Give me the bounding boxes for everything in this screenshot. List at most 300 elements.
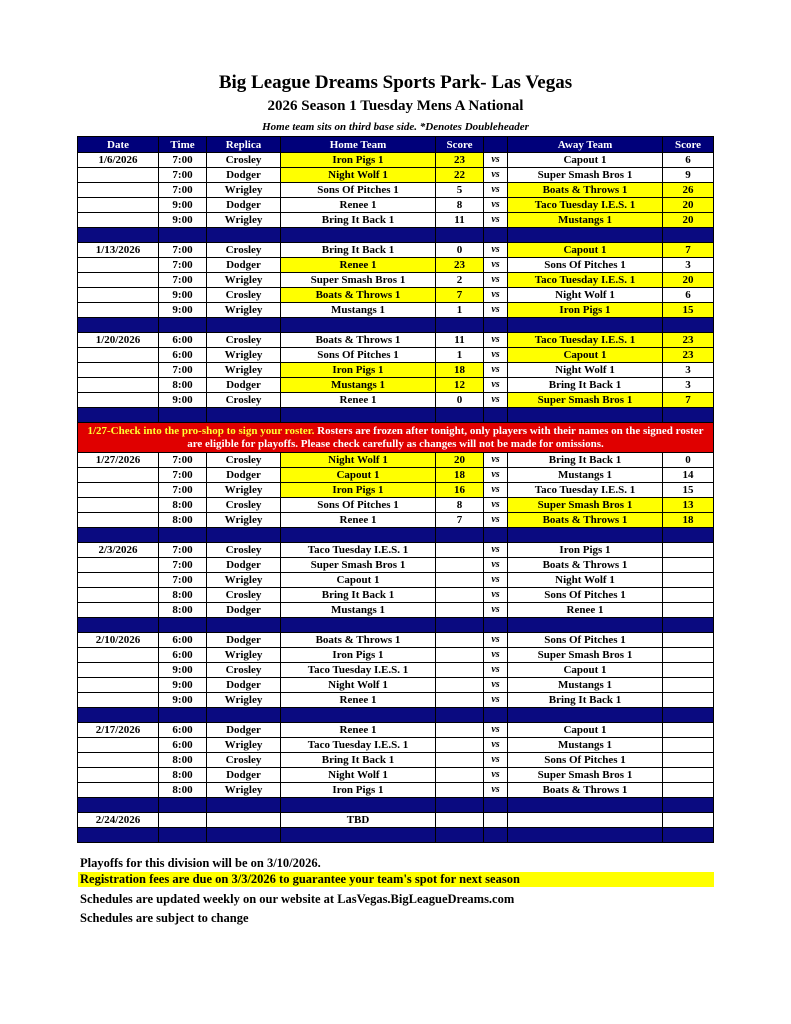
game-replica: Wrigley (207, 693, 281, 708)
separator-cell (484, 798, 508, 813)
separator-cell (159, 618, 207, 633)
away-score (663, 603, 714, 618)
home-team: Sons Of Pitches 1 (281, 348, 436, 363)
game-date: 2/3/2026 (78, 543, 159, 558)
home-score: 20 (436, 453, 484, 468)
vs-label: vs (484, 393, 508, 408)
game-time: 6:00 (159, 723, 207, 738)
separator-cell (663, 708, 714, 723)
game-time: 7:00 (159, 453, 207, 468)
game-time: 8:00 (159, 603, 207, 618)
game-date (78, 558, 159, 573)
separator-cell (207, 618, 281, 633)
home-team: Sons Of Pitches 1 (281, 183, 436, 198)
game-date (78, 363, 159, 378)
game-date (78, 663, 159, 678)
game-replica: Wrigley (207, 273, 281, 288)
game-date (78, 303, 159, 318)
home-score (436, 813, 484, 828)
away-team: Super Smash Bros 1 (508, 393, 663, 408)
game-time: 7:00 (159, 258, 207, 273)
separator-cell (508, 798, 663, 813)
separator-cell (508, 828, 663, 843)
game-time: 7:00 (159, 468, 207, 483)
away-score: 23 (663, 333, 714, 348)
vs-label: vs (484, 333, 508, 348)
game-date (78, 468, 159, 483)
game-date (78, 678, 159, 693)
away-team: Taco Tuesday I.E.S. 1 (508, 198, 663, 213)
week-separator (78, 708, 714, 723)
away-score: 26 (663, 183, 714, 198)
vs-label (484, 813, 508, 828)
separator-cell (159, 528, 207, 543)
table-row (78, 273, 714, 288)
game-replica: Wrigley (207, 783, 281, 798)
home-team: Night Wolf 1 (281, 168, 436, 183)
home-score: 1 (436, 303, 484, 318)
home-score: 0 (436, 243, 484, 258)
separator-cell (78, 828, 159, 843)
game-date (78, 573, 159, 588)
change-note: Schedules are subject to change (80, 911, 249, 925)
separator-cell (484, 228, 508, 243)
game-date (78, 378, 159, 393)
vs-label: vs (484, 273, 508, 288)
separator-cell (281, 798, 436, 813)
away-team: Night Wolf 1 (508, 288, 663, 303)
game-replica: Dodger (207, 768, 281, 783)
game-date (78, 513, 159, 528)
separator-cell (436, 828, 484, 843)
table-row (78, 153, 714, 168)
table-row (78, 648, 714, 663)
week-separator (78, 798, 714, 813)
vs-label: vs (484, 723, 508, 738)
vs-label: vs (484, 483, 508, 498)
game-date: 1/6/2026 (78, 153, 159, 168)
home-team: Renee 1 (281, 513, 436, 528)
away-team: Taco Tuesday I.E.S. 1 (508, 483, 663, 498)
col-header-away-score: Score (663, 137, 714, 153)
table-row (78, 603, 714, 618)
registration-note: Registration fees are due on 3/3/2026 to guarantee your team's spot for next season (78, 872, 714, 887)
table-row (78, 723, 714, 738)
away-team: Boats & Throws 1 (508, 513, 663, 528)
game-time: 6:00 (159, 348, 207, 363)
home-score: 7 (436, 513, 484, 528)
game-time: 7:00 (159, 543, 207, 558)
away-team: Sons Of Pitches 1 (508, 258, 663, 273)
away-team: Bring It Back 1 (508, 378, 663, 393)
roster-notice (78, 423, 714, 453)
away-team: Sons Of Pitches 1 (508, 588, 663, 603)
separator-cell (78, 798, 159, 813)
home-score: 0 (436, 393, 484, 408)
game-time: 9:00 (159, 198, 207, 213)
roster-notice-row (78, 423, 714, 453)
roster-notice-lead: 1/27-Check into the pro-shop to sign your roster. (87, 424, 315, 437)
away-score (663, 588, 714, 603)
game-date (78, 213, 159, 228)
game-time (159, 813, 207, 828)
separator-cell (78, 318, 159, 333)
away-score: 18 (663, 513, 714, 528)
home-score: 12 (436, 378, 484, 393)
game-time: 9:00 (159, 663, 207, 678)
game-replica: Dodger (207, 633, 281, 648)
game-time: 7:00 (159, 273, 207, 288)
separator-cell (281, 618, 436, 633)
game-date (78, 183, 159, 198)
game-replica: Wrigley (207, 348, 281, 363)
game-time: 7:00 (159, 483, 207, 498)
away-team: Night Wolf 1 (508, 363, 663, 378)
table-row (78, 258, 714, 273)
separator-cell (207, 798, 281, 813)
vs-label: vs (484, 513, 508, 528)
vs-label: vs (484, 753, 508, 768)
game-date (78, 498, 159, 513)
away-team: Boats & Throws 1 (508, 183, 663, 198)
schedule-body (78, 153, 714, 843)
game-time: 7:00 (159, 573, 207, 588)
table-row (78, 348, 714, 363)
away-score: 13 (663, 498, 714, 513)
away-score (663, 543, 714, 558)
home-team: Super Smash Bros 1 (281, 273, 436, 288)
separator-cell (508, 408, 663, 423)
game-date (78, 648, 159, 663)
separator-cell (78, 408, 159, 423)
away-score (663, 768, 714, 783)
separator-cell (207, 408, 281, 423)
table-row (78, 513, 714, 528)
home-team: Iron Pigs 1 (281, 153, 436, 168)
away-score (663, 573, 714, 588)
table-row (78, 288, 714, 303)
home-score (436, 543, 484, 558)
table-row (78, 693, 714, 708)
game-time: 8:00 (159, 753, 207, 768)
separator-cell (508, 528, 663, 543)
game-replica: Dodger (207, 258, 281, 273)
home-score: 8 (436, 498, 484, 513)
vs-label: vs (484, 363, 508, 378)
home-team: Night Wolf 1 (281, 453, 436, 468)
separator-cell (663, 528, 714, 543)
home-team: Bring It Back 1 (281, 588, 436, 603)
vs-label: vs (484, 783, 508, 798)
vs-label: vs (484, 153, 508, 168)
game-time: 7:00 (159, 153, 207, 168)
game-date (78, 753, 159, 768)
separator-cell (484, 708, 508, 723)
game-replica: Crosley (207, 393, 281, 408)
week-separator (78, 318, 714, 333)
home-team: Night Wolf 1 (281, 768, 436, 783)
separator-cell (484, 528, 508, 543)
home-team: Bring It Back 1 (281, 243, 436, 258)
home-score (436, 558, 484, 573)
away-team (508, 813, 663, 828)
home-score: 11 (436, 333, 484, 348)
game-replica: Dodger (207, 678, 281, 693)
away-score: 7 (663, 393, 714, 408)
week-separator (78, 528, 714, 543)
separator-cell (484, 618, 508, 633)
col-header-time: Time (159, 137, 207, 153)
game-time: 8:00 (159, 588, 207, 603)
week-separator (78, 408, 714, 423)
separator-cell (159, 708, 207, 723)
game-date: 1/20/2026 (78, 333, 159, 348)
game-time: 7:00 (159, 243, 207, 258)
away-score (663, 753, 714, 768)
home-team: Boats & Throws 1 (281, 288, 436, 303)
vs-label: vs (484, 543, 508, 558)
game-replica: Wrigley (207, 573, 281, 588)
game-time: 9:00 (159, 303, 207, 318)
game-date (78, 603, 159, 618)
table-row (78, 453, 714, 468)
separator-cell (663, 228, 714, 243)
game-replica: Crosley (207, 498, 281, 513)
game-date (78, 783, 159, 798)
home-team: Iron Pigs 1 (281, 648, 436, 663)
game-replica: Dodger (207, 198, 281, 213)
separator-cell (663, 828, 714, 843)
vs-label: vs (484, 288, 508, 303)
away-score (663, 558, 714, 573)
separator-cell (207, 708, 281, 723)
game-replica: Crosley (207, 588, 281, 603)
col-header-date: Date (78, 137, 159, 153)
game-replica: Dodger (207, 558, 281, 573)
vs-label: vs (484, 168, 508, 183)
game-time: 9:00 (159, 693, 207, 708)
table-header-row (78, 137, 714, 153)
home-score (436, 678, 484, 693)
page-title: Big League Dreams Sports Park- Las Vegas (218, 72, 573, 93)
website-note: Schedules are updated weekly on our website at LasVegas.BigLeagueDreams.com (80, 892, 515, 906)
away-score: 23 (663, 348, 714, 363)
table-row (78, 333, 714, 348)
game-replica: Wrigley (207, 738, 281, 753)
away-team: Super Smash Bros 1 (508, 498, 663, 513)
separator-cell (436, 528, 484, 543)
week-separator (78, 618, 714, 633)
game-replica (207, 813, 281, 828)
game-date (78, 348, 159, 363)
game-replica: Dodger (207, 603, 281, 618)
home-score: 1 (436, 348, 484, 363)
col-header-replica: Replica (207, 137, 281, 153)
game-date: 1/27/2026 (78, 453, 159, 468)
home-team: Mustangs 1 (281, 603, 436, 618)
away-score (663, 813, 714, 828)
col-header-vs (484, 137, 508, 153)
away-team: Boats & Throws 1 (508, 558, 663, 573)
tbd-label: TBD (281, 813, 436, 828)
table-row (78, 303, 714, 318)
separator-cell (207, 228, 281, 243)
home-score (436, 783, 484, 798)
vs-label: vs (484, 648, 508, 663)
home-team: Mustangs 1 (281, 378, 436, 393)
away-score: 3 (663, 378, 714, 393)
vs-label: vs (484, 573, 508, 588)
away-score (663, 693, 714, 708)
home-score (436, 603, 484, 618)
separator-cell (281, 828, 436, 843)
separator-cell (663, 408, 714, 423)
game-replica: Wrigley (207, 213, 281, 228)
schedule-table (77, 136, 714, 843)
table-row (78, 783, 714, 798)
vs-label: vs (484, 663, 508, 678)
away-score (663, 723, 714, 738)
game-replica: Crosley (207, 753, 281, 768)
table-row (78, 543, 714, 558)
vs-label: vs (484, 588, 508, 603)
vs-label: vs (484, 633, 508, 648)
home-score: 2 (436, 273, 484, 288)
game-time: 6:00 (159, 633, 207, 648)
away-team: Bring It Back 1 (508, 693, 663, 708)
separator-cell (508, 228, 663, 243)
away-score: 3 (663, 258, 714, 273)
away-score: 7 (663, 243, 714, 258)
game-date: 1/13/2026 (78, 243, 159, 258)
game-replica: Crosley (207, 663, 281, 678)
game-replica: Wrigley (207, 363, 281, 378)
away-score: 14 (663, 468, 714, 483)
vs-label: vs (484, 258, 508, 273)
away-team: Capout 1 (508, 348, 663, 363)
home-team: Boats & Throws 1 (281, 333, 436, 348)
separator-cell (159, 318, 207, 333)
game-replica: Wrigley (207, 648, 281, 663)
home-score: 23 (436, 258, 484, 273)
game-date (78, 738, 159, 753)
vs-label: vs (484, 348, 508, 363)
separator-cell (436, 708, 484, 723)
vs-label: vs (484, 183, 508, 198)
game-time: 7:00 (159, 183, 207, 198)
away-score: 15 (663, 483, 714, 498)
separator-cell (281, 318, 436, 333)
game-time: 7:00 (159, 363, 207, 378)
vs-label: vs (484, 498, 508, 513)
away-team: Sons Of Pitches 1 (508, 753, 663, 768)
game-replica: Dodger (207, 468, 281, 483)
table-row (78, 558, 714, 573)
home-team: Renee 1 (281, 693, 436, 708)
home-score (436, 588, 484, 603)
table-row (78, 198, 714, 213)
game-date (78, 483, 159, 498)
away-team: Taco Tuesday I.E.S. 1 (508, 333, 663, 348)
home-score: 5 (436, 183, 484, 198)
game-time: 8:00 (159, 768, 207, 783)
home-team: Renee 1 (281, 393, 436, 408)
separator-cell (484, 318, 508, 333)
separator-cell (436, 408, 484, 423)
game-time: 6:00 (159, 648, 207, 663)
away-score: 3 (663, 363, 714, 378)
vs-label: vs (484, 738, 508, 753)
away-team: Sons Of Pitches 1 (508, 633, 663, 648)
game-replica: Wrigley (207, 183, 281, 198)
home-score: 18 (436, 468, 484, 483)
separator-cell (281, 408, 436, 423)
col-header-home-team: Home Team (281, 137, 436, 153)
home-team: Renee 1 (281, 723, 436, 738)
home-score (436, 738, 484, 753)
vs-label: vs (484, 558, 508, 573)
page-subtitle: 2026 Season 1 Tuesday Mens A National (267, 98, 524, 114)
table-row (78, 468, 714, 483)
game-date: 2/24/2026 (78, 813, 159, 828)
week-separator (78, 828, 714, 843)
away-score (663, 738, 714, 753)
col-header-away-team: Away Team (508, 137, 663, 153)
game-time: 6:00 (159, 333, 207, 348)
vs-label: vs (484, 468, 508, 483)
table-row (78, 588, 714, 603)
table-row (78, 768, 714, 783)
separator-cell (663, 618, 714, 633)
home-score (436, 648, 484, 663)
separator-cell (508, 618, 663, 633)
home-score: 11 (436, 213, 484, 228)
game-date (78, 273, 159, 288)
vs-label: vs (484, 243, 508, 258)
separator-cell (484, 408, 508, 423)
away-score (663, 633, 714, 648)
separator-cell (207, 528, 281, 543)
separator-cell (436, 318, 484, 333)
away-team: Bring It Back 1 (508, 453, 663, 468)
game-replica: Crosley (207, 153, 281, 168)
home-team: Bring It Back 1 (281, 213, 436, 228)
away-team: Capout 1 (508, 153, 663, 168)
game-time: 9:00 (159, 678, 207, 693)
table-row (78, 183, 714, 198)
away-team: Mustangs 1 (508, 678, 663, 693)
away-team: Boats & Throws 1 (508, 783, 663, 798)
separator-cell (484, 828, 508, 843)
table-row (78, 633, 714, 648)
roster-notice-text: Rosters are frozen after tonight, only players with their names on the signed roster are eligible for playoffs. Please check carefully as changes will not be made for omissions. (187, 424, 704, 450)
home-team: Renee 1 (281, 258, 436, 273)
separator-cell (78, 528, 159, 543)
playoffs-note: Playoffs for this division will be on 3/10/2026. (80, 856, 321, 870)
away-score: 20 (663, 273, 714, 288)
away-team: Mustangs 1 (508, 468, 663, 483)
home-score: 22 (436, 168, 484, 183)
vs-label: vs (484, 198, 508, 213)
game-date (78, 393, 159, 408)
vs-label: vs (484, 768, 508, 783)
away-score: 9 (663, 168, 714, 183)
home-score: 18 (436, 363, 484, 378)
away-score: 20 (663, 198, 714, 213)
home-score (436, 768, 484, 783)
table-row (78, 498, 714, 513)
vs-label: vs (484, 378, 508, 393)
